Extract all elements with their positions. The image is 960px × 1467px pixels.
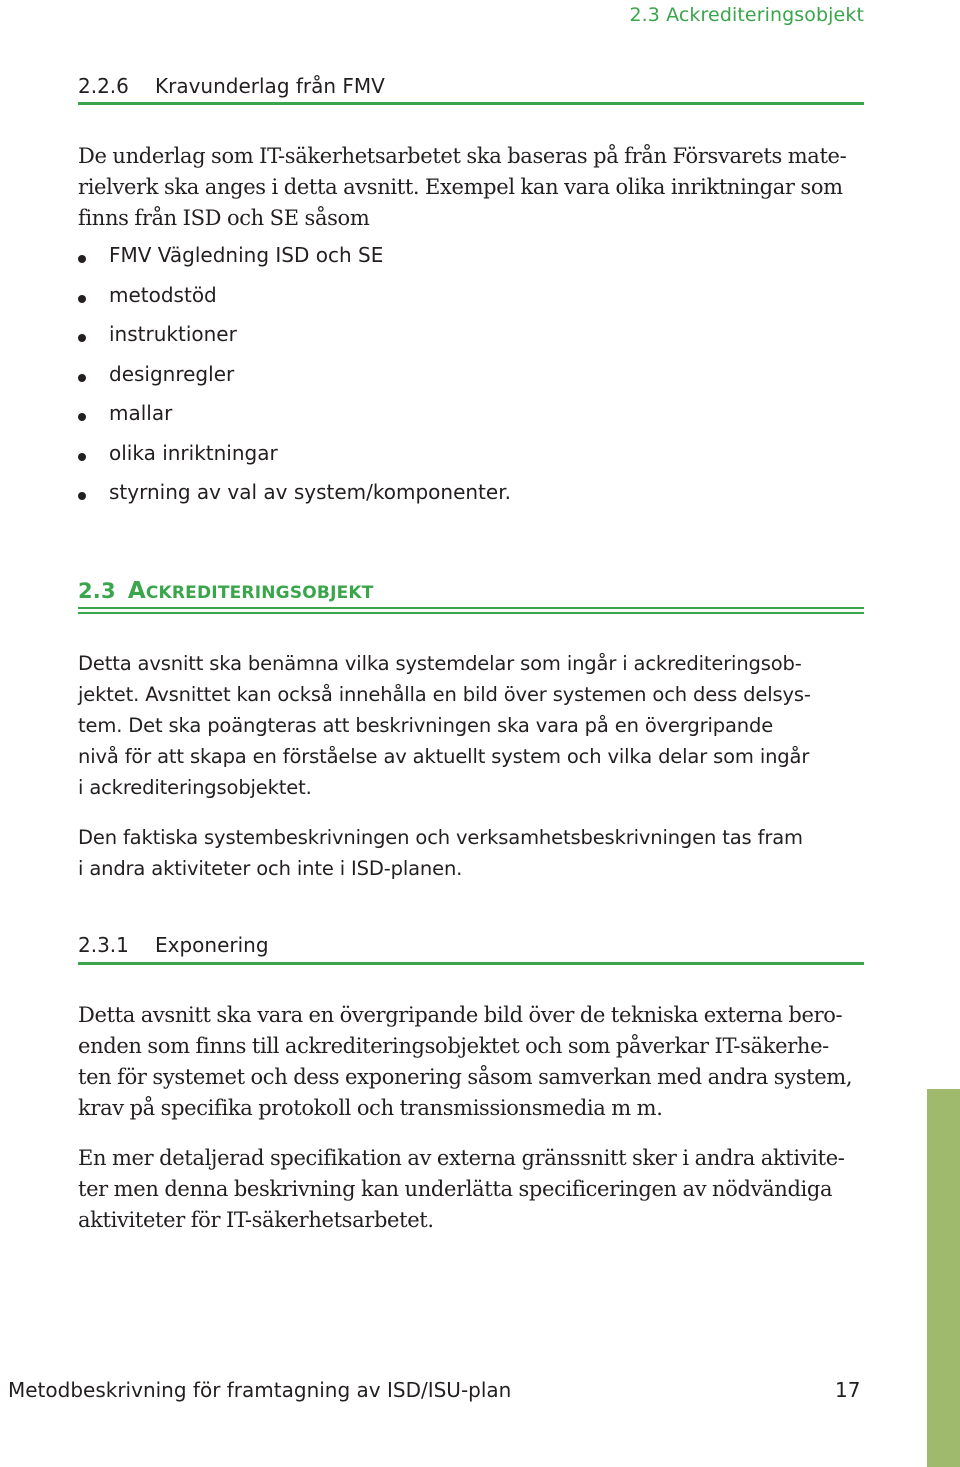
list-item-text: mallar (109, 401, 173, 425)
paragraph-ackrediteringsobjekt-2 (78, 822, 868, 884)
subsection-number: 2.2.6 (78, 74, 129, 98)
list-item-text: instruktioner (109, 322, 237, 346)
subsection-heading-2-3-1 (78, 933, 864, 957)
list-item (78, 401, 511, 441)
section-number: 2.3 (78, 579, 116, 603)
bullet-icon (78, 255, 86, 263)
text-line: jektet. Avsnittet kan också innehålla en bild över systemen och dess delsys- (78, 683, 811, 706)
subsection-number: 2.3.1 (78, 933, 129, 957)
list-item (78, 362, 511, 402)
bullet-list (78, 243, 511, 520)
section-double-rule (78, 607, 864, 614)
list-item-text: designregler (109, 361, 235, 386)
list-item-text: olika inriktningar (109, 440, 278, 465)
subsection-title: Exponering (155, 933, 269, 957)
heading-rule (78, 102, 864, 105)
list-item-text: metodstöd (109, 282, 217, 307)
text-line: i andra aktiviteter och inte i ISD-planen. (78, 857, 463, 880)
bullet-icon (78, 413, 86, 421)
text-line: ter men denna beskrivning kan underlätta specificeringen av nödvändiga (78, 1177, 833, 1201)
bullet-icon (78, 453, 86, 461)
footer-document-title: Metodbeskrivning för framtagning av ISD/ISU-plan (8, 1378, 512, 1402)
paragraph-exponering-2 (78, 1143, 868, 1236)
subsection-title: Kravunderlag från FMV (155, 74, 385, 98)
paragraph-exponering-1 (78, 1000, 868, 1124)
bullet-icon (78, 492, 86, 500)
section-heading-2-3 (78, 578, 374, 604)
text-line: Den faktiska systembeskrivningen och verksamhetsbeskrivningen tas fram (78, 826, 803, 849)
bullet-icon (78, 295, 86, 303)
text-line: En mer detaljerad specifikation av externa gränssnitt sker i andra aktivite- (78, 1146, 845, 1170)
text-line: ten för systemet och dess exponering såsom samverkan med andra system, (78, 1065, 853, 1089)
text-line: Detta avsnitt ska benämna vilka systemdelar som ingår i ackrediteringsob- (78, 652, 802, 675)
text-line: i ackrediteringsobjektet. (78, 776, 312, 799)
text-line: tem. Det ska poängteras att beskrivningen ska vara på en övergripande (78, 714, 774, 737)
list-item (78, 243, 511, 283)
section-title-initial: A (127, 578, 146, 604)
chapter-side-tab (927, 1089, 960, 1467)
list-item-text: FMV Vägledning ISD och SE (109, 243, 384, 267)
bullet-icon (78, 334, 86, 342)
section-title-rest: CKREDITERINGSOBJEKT (145, 583, 374, 603)
paragraph-kravunderlag (78, 141, 868, 234)
heading-rule (78, 962, 864, 965)
text-line: De underlag som IT-säkerhetsarbetet ska baseras på från Försvarets mate- (78, 144, 847, 168)
list-item (78, 322, 511, 362)
text-line: Detta avsnitt ska vara en övergripande bild över de tekniska externa bero- (78, 1003, 843, 1027)
running-header: 2.3 Ackrediteringsobjekt (629, 4, 864, 26)
text-line: krav på specifika protokoll och transmissionsmedia m m. (78, 1096, 663, 1120)
footer-page-number: 17 (835, 1378, 861, 1402)
subsection-heading-2-2-6 (78, 74, 864, 98)
list-item (78, 283, 511, 323)
list-item (78, 480, 511, 520)
text-line: rielverk ska anges i detta avsnitt. Exempel kan vara olika inriktningar som (78, 175, 843, 199)
list-item (78, 441, 511, 481)
text-line: aktiviteter för IT-säkerhetsarbetet. (78, 1208, 434, 1232)
text-line: enden som finns till ackrediteringsobjektet och som påverkar IT-säkerhe- (78, 1034, 829, 1058)
text-line: nivå för att skapa en förståelse av aktuellt system och vilka delar som ingår (78, 745, 810, 768)
paragraph-ackrediteringsobjekt-1 (78, 648, 868, 803)
bullet-icon (78, 374, 86, 382)
list-item-text: styrning av val av system/komponenter. (109, 480, 511, 504)
text-line: finns från ISD och SE såsom (78, 206, 370, 230)
